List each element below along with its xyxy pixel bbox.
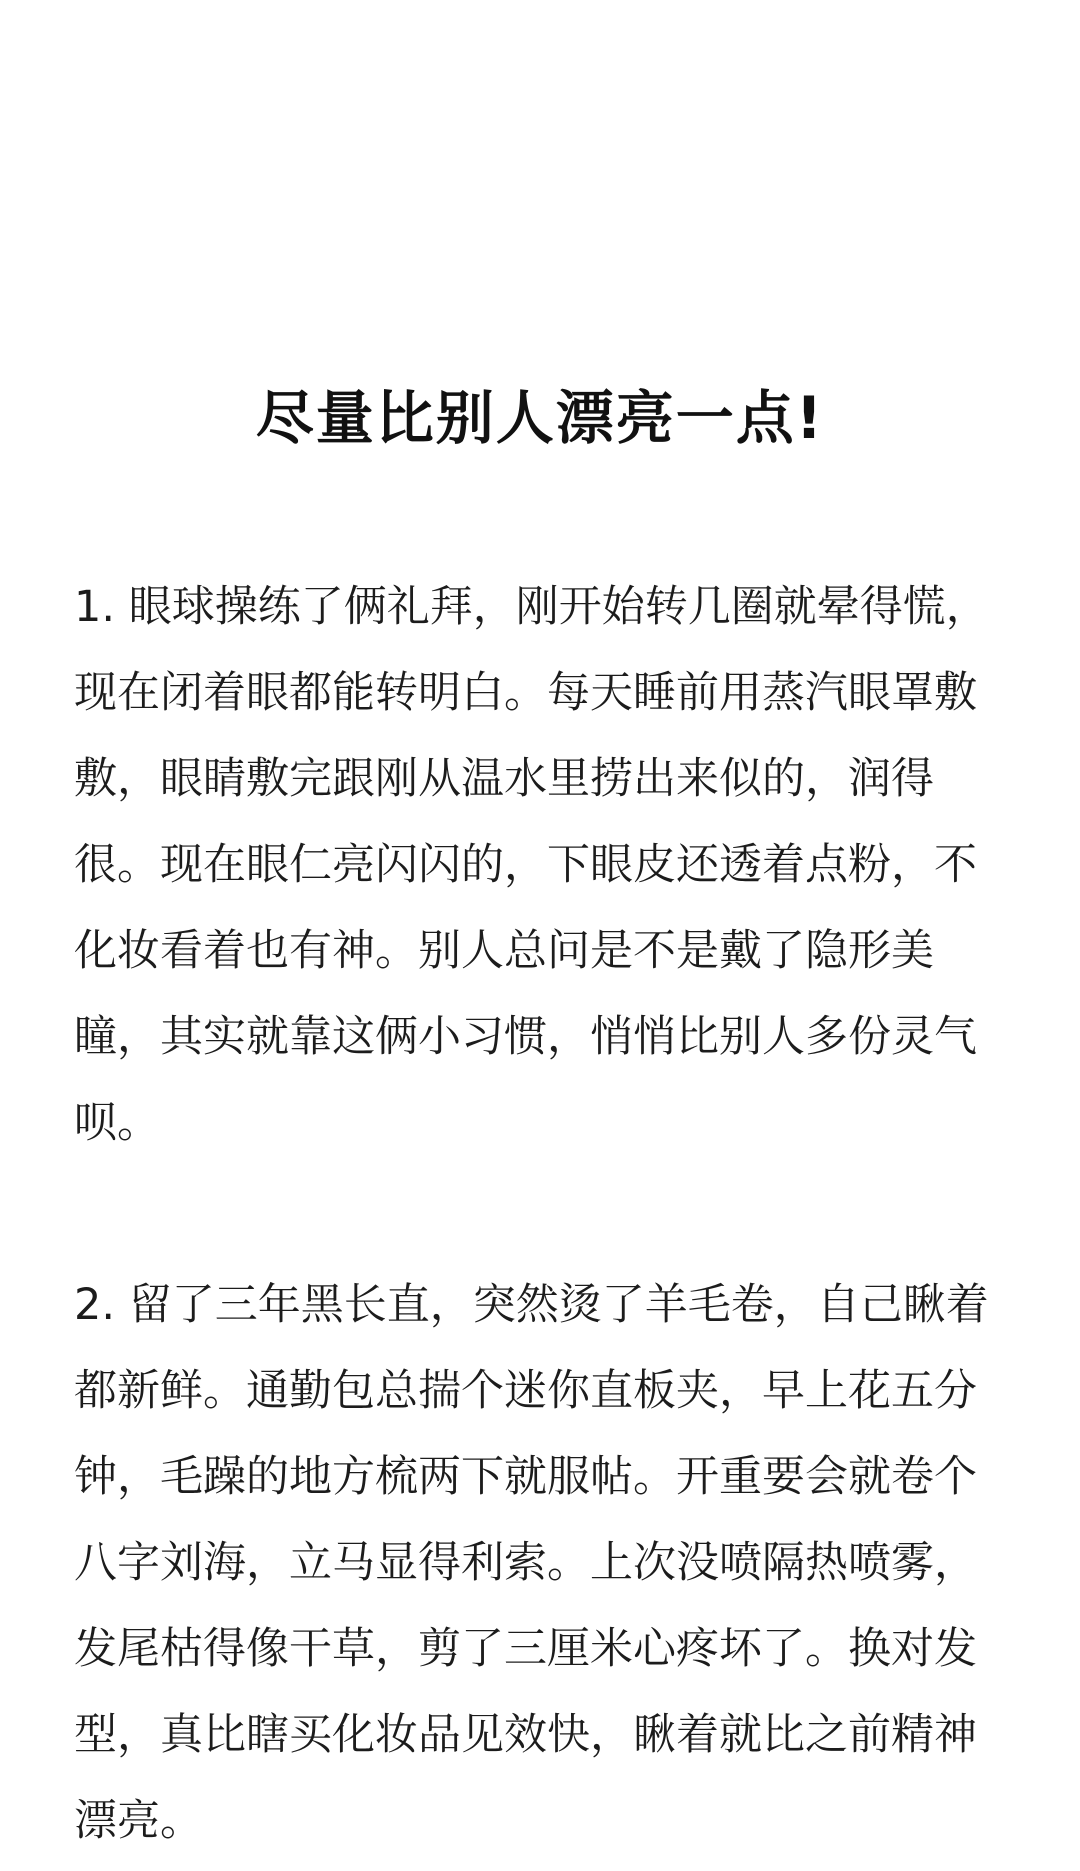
paragraph-hairstyle: 2. 留了三年黑长直，突然烫了羊毛卷，自己瞅着都新鲜。通勤包总揣个迷你直板夹，早上花五分钟，毛躁的地方梳两下就服帖。开重要会就卷个八字刘海，立马显得利索。上次没喷隔热喷雾，发尾枯得像干草，剪了三厘米心疼坏了。换对发型，真比瞎买化妆品见效快，瞅着就比之前精神漂亮。 (74, 1280, 989, 1846)
article-title: 尽量比别人漂亮一点! (255, 384, 825, 452)
paragraph-eye-care: 1. 眼球操练了俩礼拜，刚开始转几圈就晕得慌，现在闭着眼都能转明白。每天睡前用蒸汽眼罩敷敷，眼睛敷完跟刚从温水里捞出来似的，润得很。现在眼仁亮闪闪的，下眼皮还透着点粉，不化妆看着也有神。别人总问是不是戴了隐形美瞳，其实就靠这俩小习惯，悄悄比别人多份灵气呗。 (74, 582, 989, 1148)
